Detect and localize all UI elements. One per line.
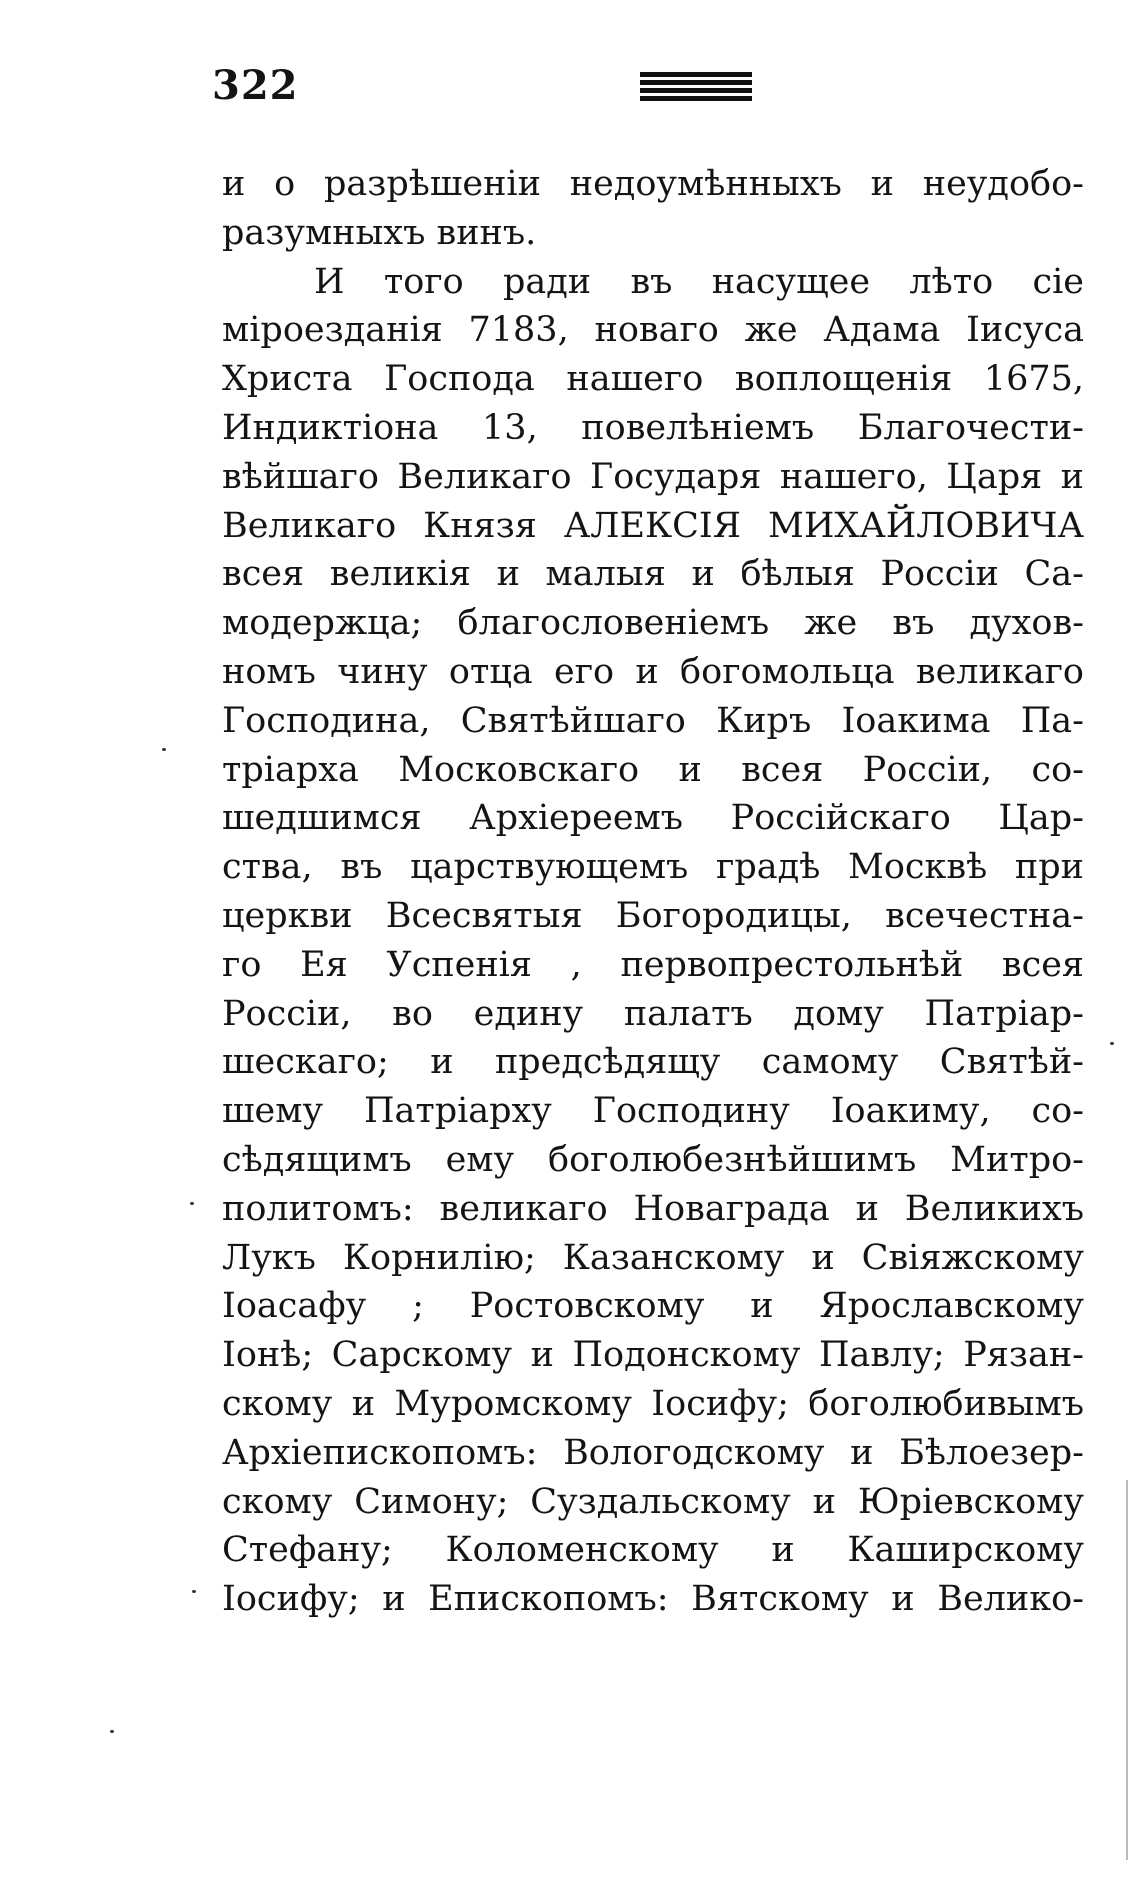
text-line: міроезданія 7183, новаго же Адама Іисуса (222, 310, 1084, 351)
text-line: Лукъ Корнилію; Казанскому и Свіяжскому (222, 1237, 1084, 1278)
print-speck (1110, 1042, 1114, 1045)
page-edge-shadow (1126, 1480, 1128, 1860)
text-line: вѣйшаго Великаго Государя нашего, Царя и (222, 456, 1084, 497)
text-line: политомъ: великаго Новаграда и Великихъ (222, 1188, 1084, 1229)
text-line: Архіепископомъ: Вологодскому и Бѣлоезер- (222, 1432, 1084, 1473)
print-speck (192, 1590, 196, 1593)
text-line: и о разрѣшеніи недоумѣнныхъ и неудобо- (222, 164, 1084, 204)
text-line: Іоасафу ; Ростовскому и Ярославскому (222, 1286, 1084, 1327)
text-line: скому Симону; Суздальскому и Юріевскому (222, 1481, 1084, 1522)
header-ornament (640, 72, 752, 104)
body-text (222, 160, 1084, 1624)
text-line: Господина, Святѣйшаго Киръ Іоакима Па- (222, 700, 1084, 741)
text-line: го Ея Успенія , первопрестольнѣй всея (222, 944, 1084, 985)
print-speck (110, 1730, 114, 1733)
text-line: Іосифу; и Епископомъ: Вятскому и Велико- (222, 1579, 1084, 1620)
text-line: Христа Господа нашего воплощенія 1675, (222, 359, 1084, 400)
text-line: скому и Муромскому Іосифу; боголюбивымъ (222, 1383, 1084, 1424)
text-line: тріарха Московскаго и всея Россіи, со- (222, 749, 1084, 790)
text-line: Іонѣ; Сарскому и Подонскому Павлу; Рязан- (222, 1335, 1084, 1376)
text-line: шему Патріарху Господину Іоакиму, со- (222, 1091, 1084, 1132)
text-line: всея великія и малыя и бѣлыя Россіи Са- (222, 554, 1084, 595)
text-line: Стефану; Коломенскому и Каширскому (222, 1530, 1084, 1571)
text-line: Индиктіона 13, повелѣніемъ Благочести- (222, 407, 1084, 448)
text-line: разумныхъ винъ. (222, 212, 537, 253)
print-speck (190, 1202, 194, 1205)
text-line: шескаго; и предсѣдящу самому Святѣй- (222, 1042, 1084, 1083)
text-line: Россіи, во едину палатъ дому Патріар- (222, 993, 1084, 1034)
text-line: Великаго Князя АЛЕКСІЯ МИХАЙЛОВИЧА (222, 505, 1084, 546)
text-line: шедшимся Архіереемъ Россійскаго Цар- (222, 798, 1084, 839)
text-line: И того ради въ насущее лѣто сіе (314, 261, 1084, 302)
text-line: сѣдящимъ ему боголюбезнѣйшимъ Митро- (222, 1139, 1084, 1180)
text-line: церкви Всесвятыя Богородицы, всечестна- (222, 895, 1084, 936)
text-line: ства, въ царствующемъ градѣ Москвѣ при (222, 847, 1084, 888)
text-line: номъ чину отца его и богомольца великаго (222, 651, 1084, 692)
print-speck (162, 748, 166, 751)
text-line: модержца; благословеніемъ же въ духов- (222, 603, 1084, 644)
page-number: 322 (212, 62, 299, 109)
